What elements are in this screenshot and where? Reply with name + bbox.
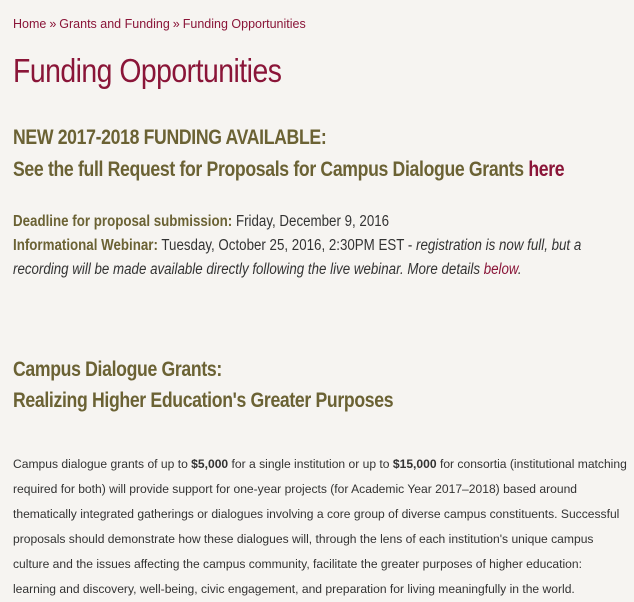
- announcement-heading: NEW 2017-2018 FUNDING AVAILABLE:: [13, 126, 327, 149]
- breadcrumb-home-link[interactable]: Home: [13, 17, 47, 31]
- deadline-label: Deadline for proposal submission:: [13, 213, 233, 230]
- breadcrumb: [13, 17, 306, 31]
- webinar-below-link[interactable]: below: [483, 261, 518, 278]
- grant-description: [13, 452, 628, 602]
- page-title: Funding Opportunities: [13, 52, 282, 89]
- webinar-note-end: .: [517, 261, 522, 278]
- breadcrumb-separator: »: [49, 17, 57, 31]
- section-title-line2: Realizing Higher Education's Greater Purposes: [13, 389, 394, 412]
- breadcrumb-separator: »: [172, 17, 180, 31]
- amount-single: $5,000: [191, 457, 229, 472]
- section-title-line1: Campus Dialogue Grants:: [13, 358, 222, 381]
- description-text: for a single institution or up to: [228, 457, 393, 472]
- webinar-label: Informational Webinar:: [13, 237, 158, 254]
- amount-consortia: $15,000: [392, 457, 437, 472]
- key-dates: [13, 210, 628, 282]
- webinar-value: Tuesday, October 25, 2016, 2:30PM EST -: [157, 237, 417, 254]
- webinar-note-text: registration is now full, but a recording will be made available directly following the live webinar. More details: [13, 237, 582, 278]
- rfp-heading: [13, 158, 564, 182]
- description-text: Campus dialogue grants of up to: [13, 457, 192, 472]
- breadcrumb-current-link[interactable]: Funding Opportunities: [182, 17, 306, 31]
- description-text: for consortia (institutional matching required for both) will provide support for one-year projects (for Academic Year 2017–2018) based around thematically integrated gatherings or dialogues involving a core group of diverse campus constituents. Successful proposals should demonstrate how these dialogues will, through the lens of each institution's unique campus culture and the issues affecting the campus community, facilitate the greater purposes of higher education: learning and discovery, well-being, civic engagement, and preparation for living meaningfully in the world.: [13, 457, 627, 597]
- breadcrumb-grants-link[interactable]: Grants and Funding: [59, 17, 170, 31]
- rfp-heading-text: See the full Request for Proposals for Campus Dialogue Grants: [13, 158, 529, 181]
- deadline-line: [13, 210, 628, 234]
- rfp-here-link[interactable]: here: [528, 158, 565, 181]
- deadline-value: Friday, December 9, 2016: [232, 213, 390, 230]
- webinar-line: [13, 234, 628, 282]
